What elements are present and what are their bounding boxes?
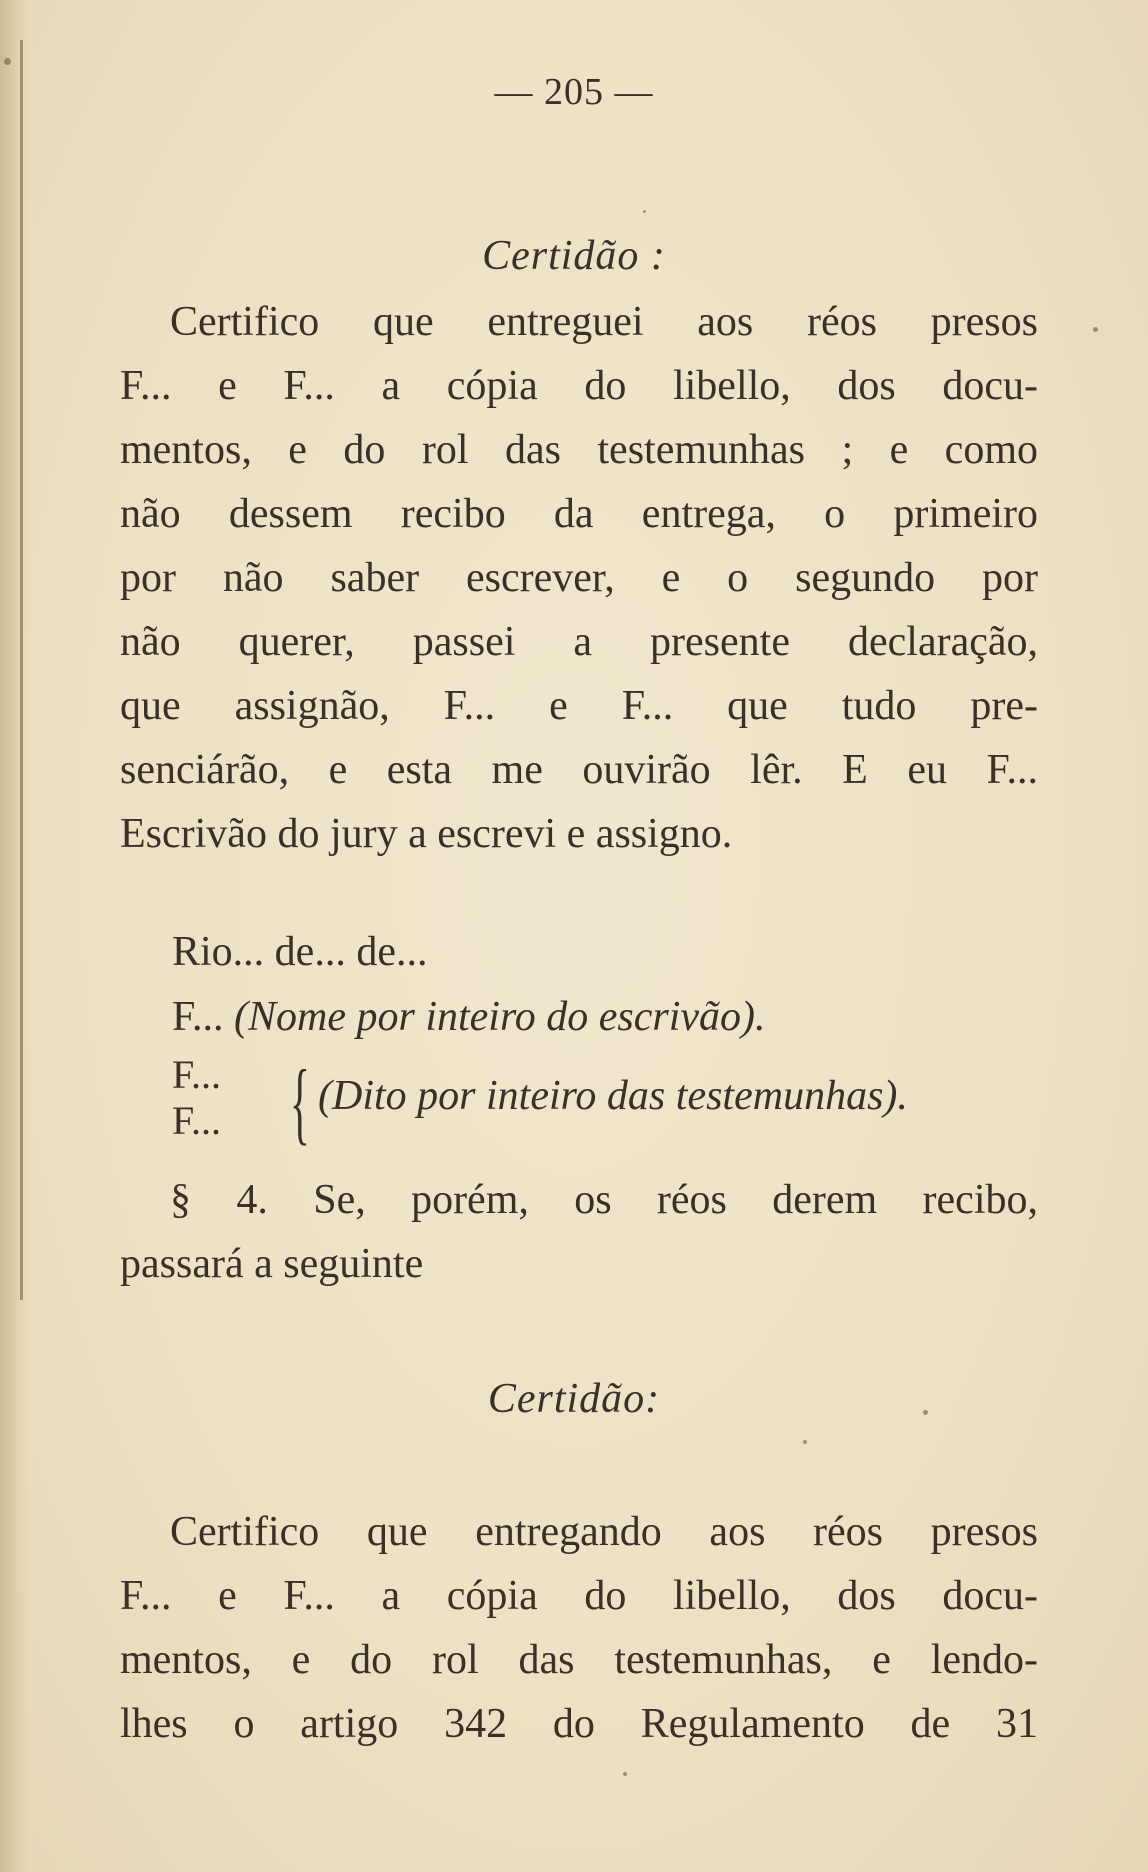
paragraph-line: F... e F... a cópia do libello, dos docu- [120,363,1038,409]
paragraph-line: mentos, e do rol das testemunhas, e lendo- [120,1637,1038,1683]
paper-speck [4,58,11,65]
page-gutter [0,0,30,1872]
section-heading-2: Certidão: [487,1376,661,1422]
paper-speck [643,210,646,213]
section-4-paragraph [120,1168,1038,1296]
witness-names [172,1052,221,1144]
scrivener-signature-line [172,985,766,1049]
certificate-paragraph-2 [120,1500,1038,1756]
paragraph-line: Certifico que entreguei aos réos presos [170,299,1038,345]
paper-speck [923,1410,928,1415]
paper-speck [1093,327,1098,332]
section-heading: Certidão : [482,233,666,279]
paragraph-line: que assignão, F... e F... que tudo pre- [120,683,1038,729]
page-number: — 205 — [494,71,654,113]
paragraph-line: F... e F... a cópia do libello, dos docu- [120,1573,1038,1619]
binding-edge [20,40,23,1300]
witness-name: F... [172,1052,222,1097]
brace-symbol: { [290,1051,310,1153]
paper-speck [803,1440,807,1444]
paragraph-line: senciárão, e esta me ouvirão lêr. E eu F... [120,747,1038,793]
paragraph-line: Certifico que entregando aos réos presos [170,1509,1038,1555]
scrivener-name: F... [172,994,224,1040]
date-line: Rio... de... de... [172,929,428,975]
paragraph-line: lhes o artigo 342 do Regulamento de 31 [120,1701,1038,1747]
scrivener-note: (Nome por inteiro do escrivão). [234,994,766,1040]
paragraph-line: § 4. Se, porém, os réos derem recibo, [170,1177,1038,1223]
paragraph-line: não dessem recibo da entrega, o primeiro [120,491,1038,537]
paragraph-line: mentos, e do rol das testemunhas ; e como [120,427,1038,473]
paper-speck [623,1772,627,1776]
paragraph-line: por não saber escrever, e o segundo por [120,555,1038,601]
paragraph-line: passará a seguinte [120,1241,424,1287]
paragraph-line: não querer, passei a presente declaração, [120,619,1038,665]
witness-name: F... [172,1098,222,1143]
paragraph-line: Escrivão do jury a escrevi e assigno. [120,811,733,857]
witness-note: (Dito por inteiro das testemunhas). [318,1073,908,1119]
certificate-paragraph [120,290,1038,866]
